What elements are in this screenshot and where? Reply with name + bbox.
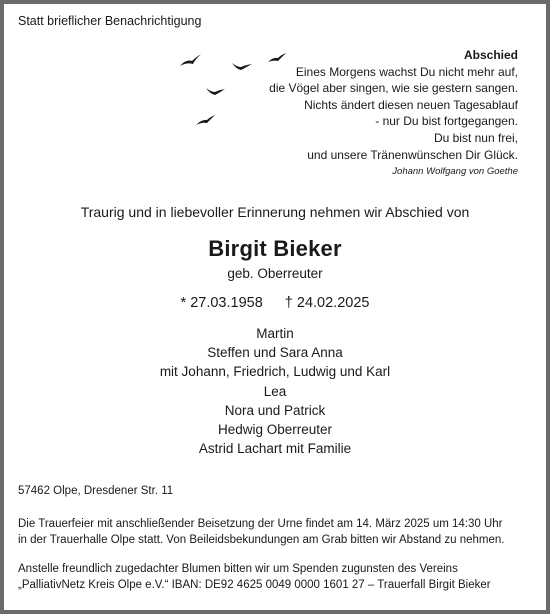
mourner-line: Nora und Patrick [224,402,326,418]
birth-date: * 27.03.1958 [180,295,263,311]
poem-line: - nur Du bist fortgegangen. [375,114,518,129]
header-note: Statt brieflicher Benachrichtigung [18,14,202,28]
poem-title: Abschied [463,48,518,62]
service-line: Die Trauerfeier mit anschließender Beisetzung der Urne findet am 14. März 2025 um 14:30 Uhr [18,518,503,530]
donation-info [18,562,491,593]
deceased-name: Birgit Bieker [208,236,342,261]
poem-line: Eines Morgens wachst Du nicht mehr auf, [295,64,518,79]
mourner-line: mit Johann, Friedrich, Ludwig und Karl [159,364,391,380]
poem-author: Johann Wolfgang von Goethe [392,166,518,177]
mourner-line: Lea [263,383,287,399]
mourners-list [4,324,546,458]
life-dates [4,295,546,311]
mourner-line: Hedwig Oberreuter [217,422,333,438]
intro-text: Traurig und in liebevoller Erinnerung nehmen wir Abschied von [80,204,470,220]
poem [269,47,518,163]
address: 57462 Olpe, Dresdener Str. 11 [18,485,174,497]
mourner-line: Martin [256,326,294,341]
poem-line: und unsere Tränenwünschen Dir Glück. [307,147,518,162]
donation-line: Anstelle freundlich zugedachter Blumen bitten wir um Spenden zugunsten des Vereins [18,563,458,575]
service-line: in der Trauerhalle Olpe statt. Von Beileidsbekundungen am Grab bitten wir Abstand zu nehmen. [18,533,505,546]
service-info [18,517,505,548]
death-date: † 24.02.2025 [284,295,370,311]
poem-line: die Vögel aber singen, wie sie gestern sangen. [269,81,518,96]
mourner-line: Steffen und Sara Anna [207,345,343,361]
donation-line: „PalliativNetz Kreis Olpe e.V.“ IBAN: DE92 4625 0049 0000 1601 27 – Trauerfall Birgit Bieker [18,578,491,591]
poem-line: Nichts ändert diesen neuen Tagesablauf [304,97,518,112]
maiden-name: geb. Oberreuter [227,266,323,281]
poem-line: Du bist nun frei, [433,130,518,145]
mourner-line: Astrid Lachart mit Familie [198,441,352,457]
